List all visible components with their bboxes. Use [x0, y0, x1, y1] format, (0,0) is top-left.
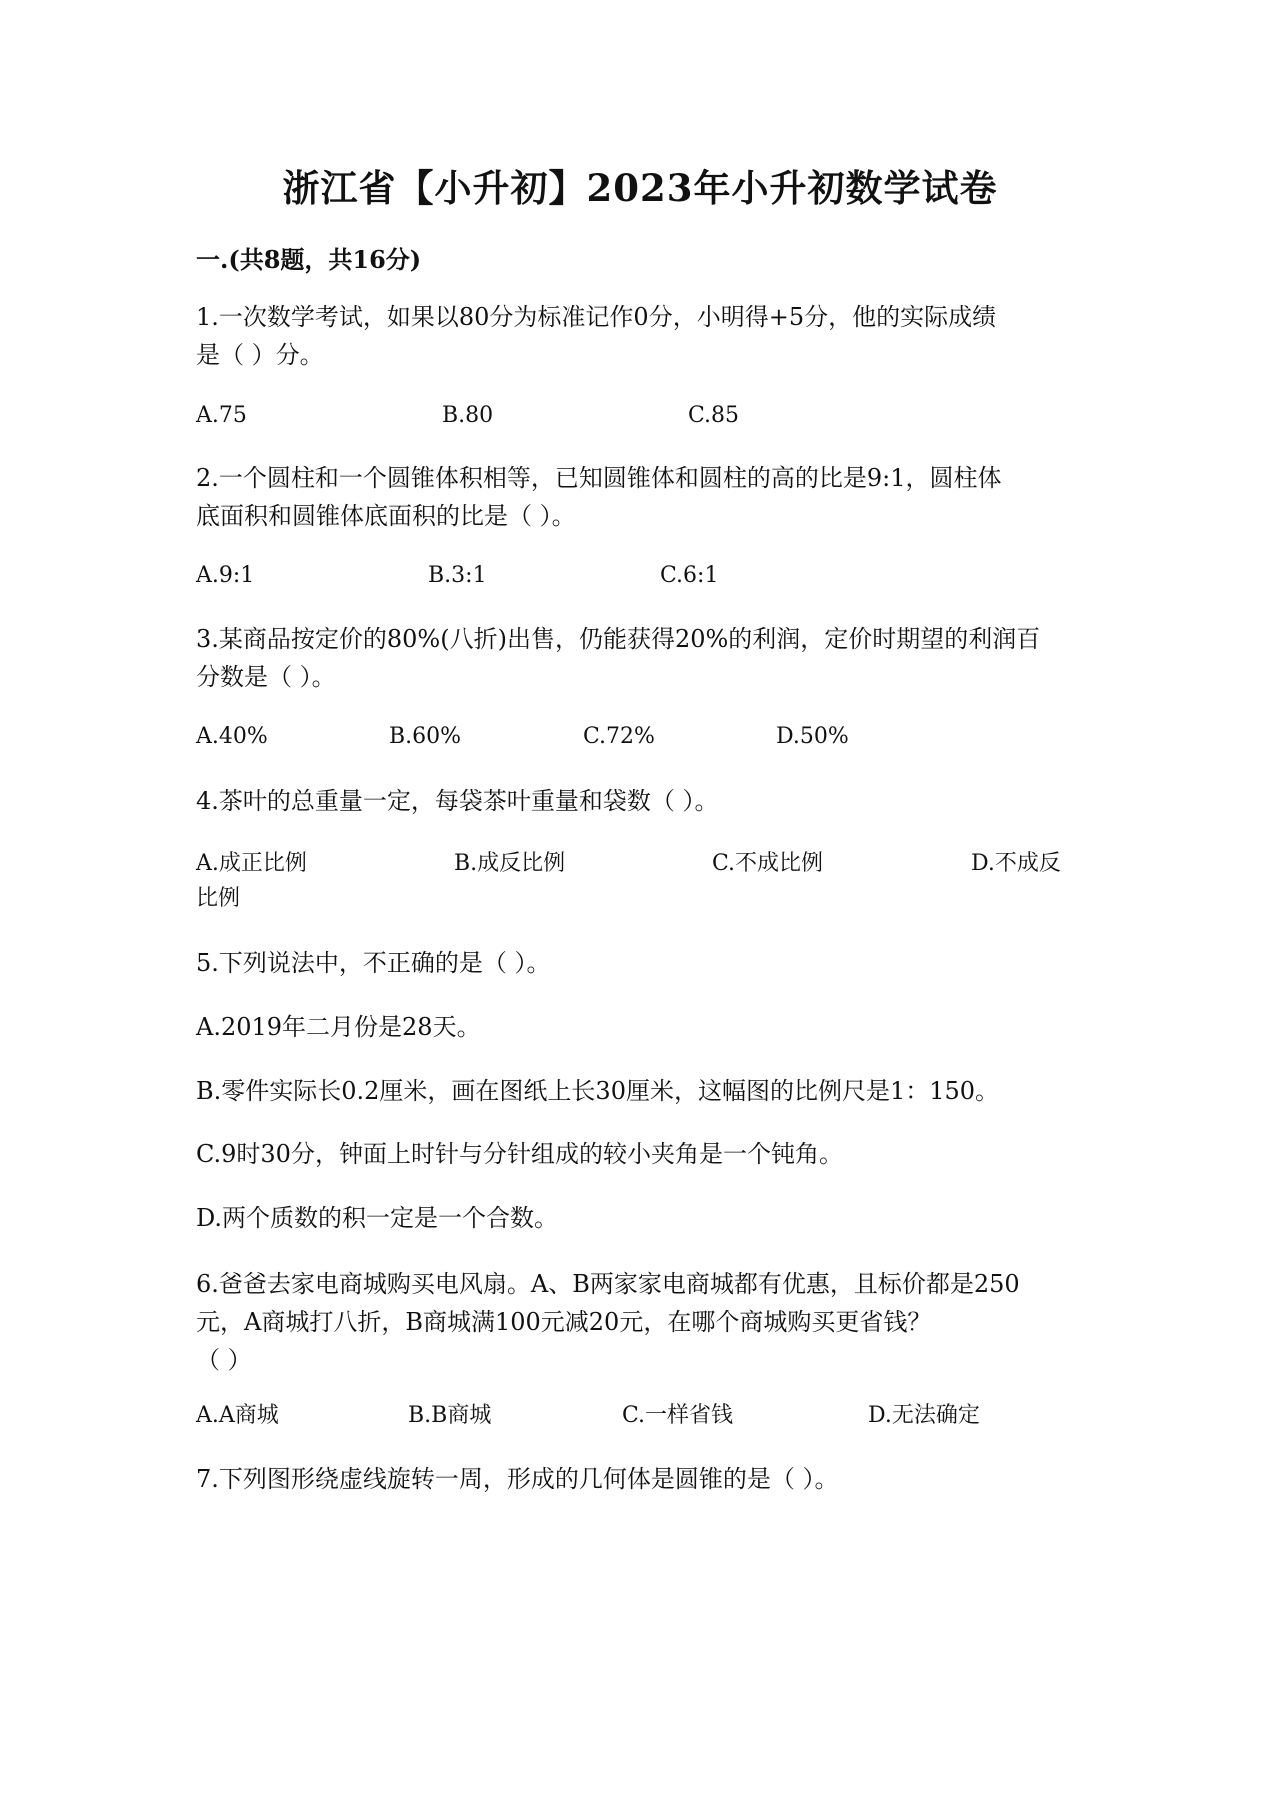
question-1 — [196, 298, 1096, 374]
question-4-options-wrap — [196, 880, 1096, 920]
question-3-text-line-1: 3.某商品按定价的80%(八折)出售，仍能获得20%的利润，定价时期望的利润百 — [196, 625, 1041, 653]
question-6-option-a: A.A商城 — [196, 1403, 279, 1428]
question-2-text-line-1: 2.一个圆柱和一个圆锥体积相等，已知圆锥体和圆柱的高的比是9:1，圆柱体 — [196, 464, 1002, 492]
question-4-text-line-1: 4.茶叶的总重量一定，每袋茶叶重量和袋数（ ）。 — [196, 787, 719, 815]
question-4-option-a: A.成正比例 — [196, 851, 307, 876]
question-6-options — [196, 1397, 1096, 1437]
question-5-option-b: B.零件实际长0.2厘米，画在图纸上长30厘米，这幅图的比例尺是1：150。 — [196, 1077, 1000, 1105]
question-5-option-a: A.2019年二月份是28天。 — [196, 1013, 481, 1041]
question-3-option-b: B.60% — [389, 724, 462, 749]
question-3-option-a: A.40% — [196, 724, 268, 749]
question-5 — [196, 944, 1096, 982]
question-2-option-b: B.3:1 — [428, 563, 487, 588]
question-7-text-line-1: 7.下列图形绕虚线旋转一周，形成的几何体是圆锥的是（ ）。 — [196, 1465, 839, 1493]
question-5-text-line-1: 5.下列说法中，不正确的是（ ）。 — [196, 949, 551, 977]
question-5-option-d: D.两个质数的积一定是一个合数。 — [196, 1204, 559, 1232]
question-7 — [196, 1460, 1096, 1498]
question-6-text-line-1: 6.爸爸去家电商城购买电风扇。A、B两家家电商城都有优惠，且标价都是250 — [196, 1270, 1020, 1298]
question-1-option-c: C.85 — [688, 403, 740, 428]
page-title: 浙江省【小升初】2023年小升初数学试卷 — [282, 166, 998, 210]
question-6-option-b: B.B商城 — [408, 1403, 492, 1428]
question-2-options — [196, 557, 1096, 597]
question-3 — [196, 620, 1096, 696]
question-6 — [196, 1265, 1096, 1379]
question-6-text-line-3: （ ） — [196, 1346, 252, 1374]
question-5-option-c: C.9时30分，钟面上时针与分针组成的较小夹角是一个钝角。 — [196, 1140, 843, 1168]
question-1-text-line-2: 是（ ）分。 — [196, 341, 324, 369]
question-4-option-b: B.成反比例 — [454, 851, 566, 876]
question-1-option-b: B.80 — [442, 403, 494, 428]
question-6-option-d: D.无法确定 — [868, 1403, 980, 1428]
question-2 — [196, 459, 1096, 535]
question-2-option-c: C.6:1 — [660, 563, 719, 588]
question-3-option-d: D.50% — [776, 724, 849, 749]
question-4 — [196, 782, 1096, 820]
question-1-option-a: A.75 — [196, 403, 247, 428]
question-3-options — [196, 718, 1096, 758]
question-4-options — [196, 845, 1096, 885]
question-2-text-line-2: 底面积和圆锥体底面积的比是（ ）。 — [196, 502, 576, 530]
question-4-option-d-wrap: 比例 — [196, 886, 241, 911]
section-heading: 一.(共8题，共16分) — [196, 245, 422, 274]
question-1-text-line-1: 1.一次数学考试，如果以80分为标准记作0分，小明得+5分，他的实际成绩 — [196, 303, 997, 331]
question-2-option-a: A.9:1 — [196, 563, 255, 588]
question-6-text-line-2: 元，A商城打八折，B商城满100元减20元，在哪个商城购买更省钱？ — [196, 1308, 932, 1336]
question-6-option-c: C.一样省钱 — [622, 1403, 734, 1428]
question-4-option-d: D.不成反 — [971, 851, 1061, 876]
question-4-option-c: C.不成比例 — [712, 851, 824, 876]
question-3-text-line-2: 分数是（ ）。 — [196, 663, 336, 691]
question-1-options — [196, 397, 1096, 437]
question-3-option-c: C.72% — [583, 724, 655, 749]
